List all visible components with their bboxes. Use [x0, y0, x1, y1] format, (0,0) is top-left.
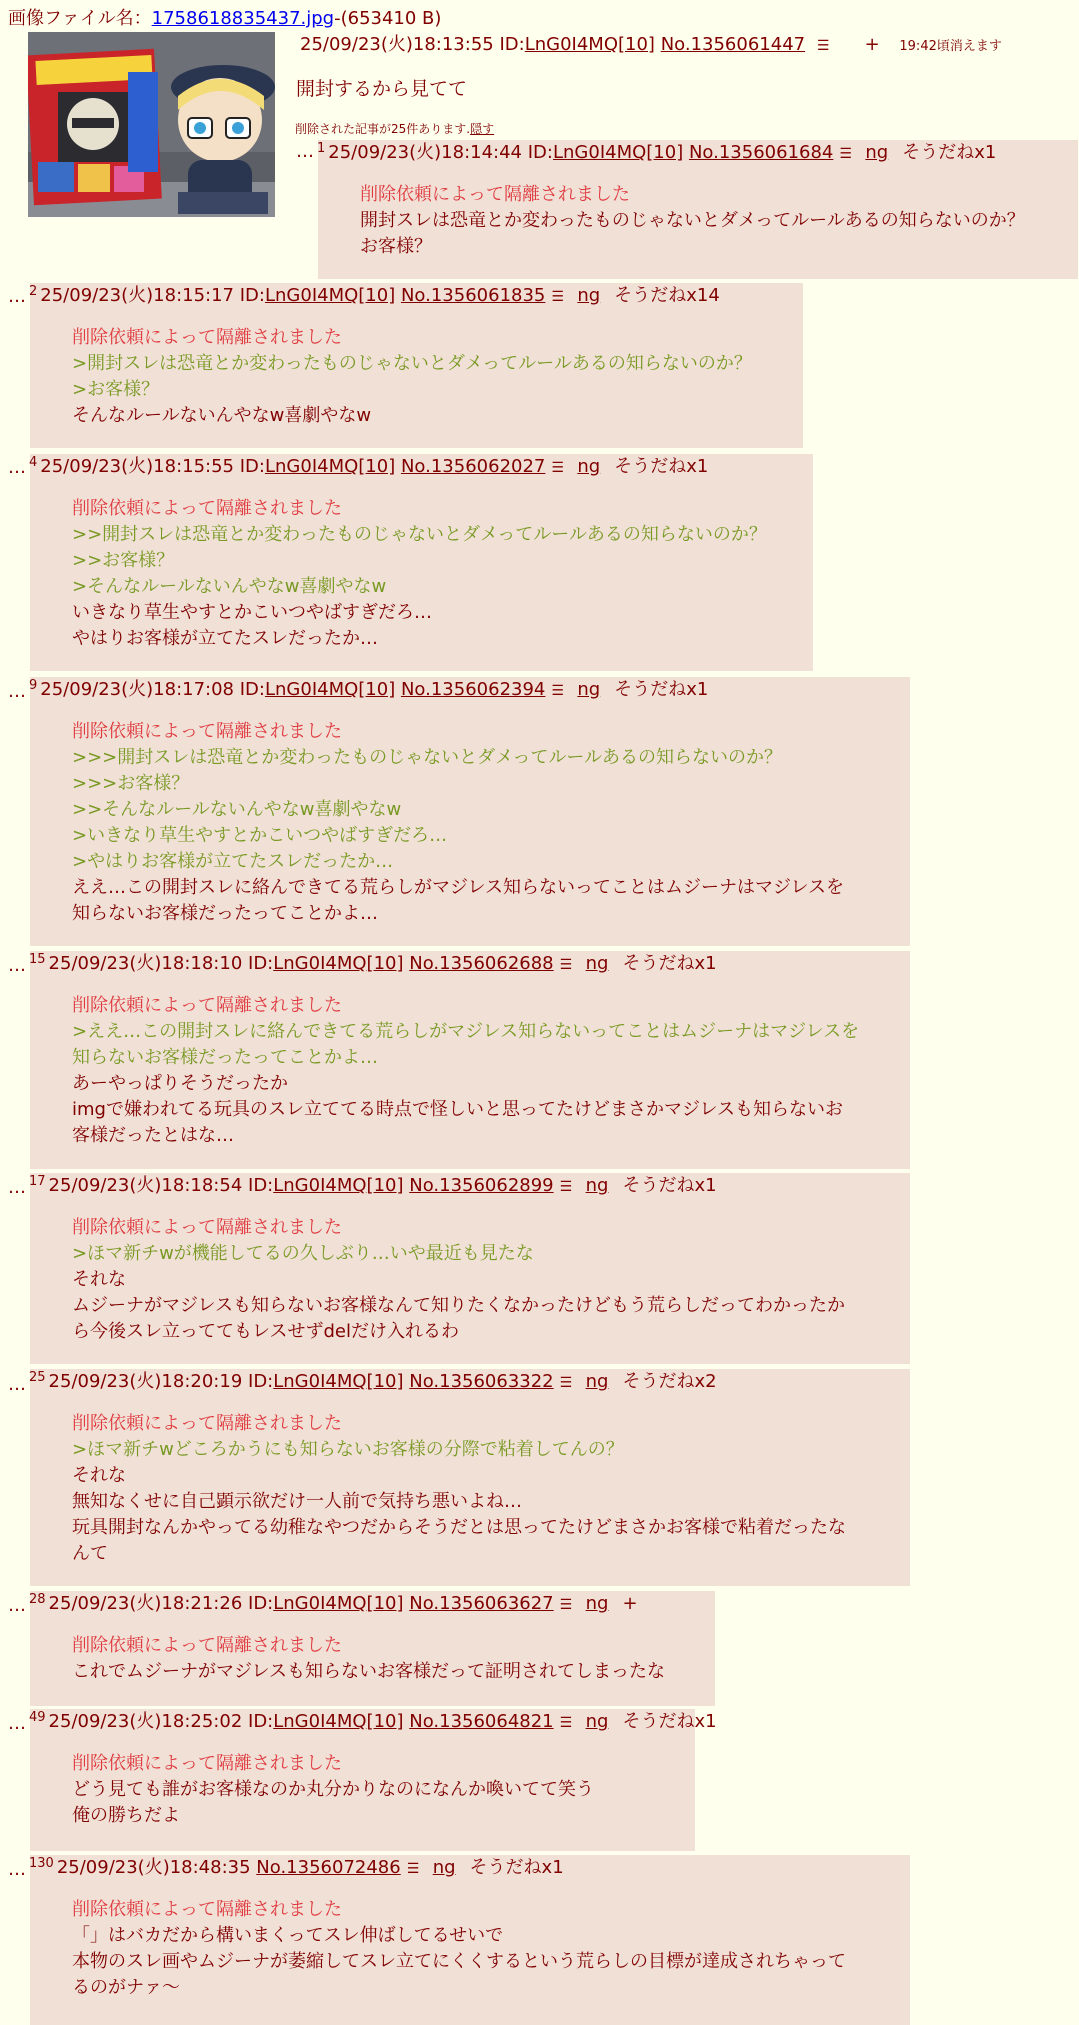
- reply-datetime: 25/09/23(火)18:48:35: [56, 1857, 251, 1878]
- reply-id-prefix: ID:: [248, 1175, 274, 1196]
- ng-link[interactable]: ng: [585, 1175, 609, 1196]
- reply-datetime: 25/09/23(火)18:20:19: [48, 1371, 243, 1392]
- reply-number: 17: [29, 1174, 46, 1189]
- text-line: これでムジーナがマジレスも知らないお客様だって証明されてしまったな: [72, 1661, 666, 1682]
- thumbnail-picture: [28, 32, 275, 217]
- reply-post: [30, 454, 813, 671]
- reply-header: [29, 283, 720, 310]
- reply-body: [72, 325, 752, 429]
- reply-id-link[interactable]: LnG0I4MQ[10]: [273, 1371, 404, 1392]
- reply-body: [72, 1411, 846, 1567]
- quote-line: >お客様？: [72, 379, 160, 400]
- op-body: 開封するから見てて: [296, 78, 468, 100]
- reply-id-link[interactable]: LnG0I4MQ[10]: [552, 142, 684, 163]
- reply-post: [30, 1369, 910, 1586]
- ng-link[interactable]: ng: [577, 285, 601, 306]
- text-line: いきなり草生やすとかこいつやばすぎだろ…: [72, 602, 432, 623]
- quote-line: >そんなルールないんやなw喜劇やなw: [72, 576, 387, 597]
- text-line: 「」はバカだから構いまくってスレ伸ばしてるせいで: [72, 1925, 504, 1946]
- ng-link[interactable]: ng: [865, 142, 889, 163]
- reply-id-prefix: ID:: [239, 285, 265, 306]
- isolated-notice: 削除依頼によって隔離されました: [72, 1413, 342, 1434]
- reply-id-link[interactable]: LnG0I4MQ[10]: [264, 456, 396, 477]
- reply-number: 15: [29, 952, 46, 967]
- op-id-prefix: ID:: [499, 34, 525, 55]
- reply-number: 130: [29, 1856, 54, 1871]
- reply-number: 4: [29, 455, 38, 470]
- menu-icon[interactable]: ☰: [559, 1715, 573, 1731]
- reply-body: [72, 993, 859, 1149]
- isolated-notice: 削除依頼によって隔離されました: [72, 1899, 342, 1920]
- reply-body: [72, 1633, 665, 1685]
- reply-id-link[interactable]: LnG0I4MQ[10]: [264, 679, 396, 700]
- text-line: それな: [72, 1465, 126, 1486]
- reply-body: [72, 719, 844, 927]
- op-plus-button[interactable]: +: [864, 34, 880, 55]
- ng-link[interactable]: ng: [585, 1711, 609, 1732]
- sodane-button[interactable]: そうだねx1: [622, 1175, 717, 1196]
- reply-collapse-dots[interactable]: …: [8, 457, 26, 478]
- reply-collapse-dots[interactable]: …: [8, 1374, 26, 1395]
- reply-collapse-dots[interactable]: …: [8, 1713, 26, 1734]
- reply-no-link[interactable]: No.1356072486: [256, 1857, 401, 1878]
- reply-no-link[interactable]: No.1356062394: [400, 679, 546, 700]
- reply-body: [360, 182, 1025, 260]
- reply-header: [317, 140, 996, 167]
- ng-link[interactable]: ng: [432, 1857, 456, 1878]
- reply-number: 9: [29, 678, 38, 693]
- menu-icon[interactable]: ☰: [839, 146, 852, 162]
- quote-line: >ほマ新チwが機能してるの久しぶり…いや最近も見たな: [72, 1243, 534, 1264]
- ng-link[interactable]: ng: [585, 953, 609, 974]
- reply-collapse-dots[interactable]: …: [8, 681, 26, 702]
- quote-line: >>そんなルールないんやなw喜劇やなw: [72, 799, 402, 820]
- quote-line: >>>お客様？: [72, 773, 190, 794]
- quote-line: >ほマ新チwどころかうにも知らないお客様の分際で粘着してんの？: [72, 1439, 624, 1460]
- sodane-button[interactable]: そうだねx14: [614, 285, 720, 306]
- isolated-notice: 削除依頼によって隔離されました: [72, 1217, 342, 1238]
- sodane-button[interactable]: そうだねx1: [622, 953, 717, 974]
- text-line: 玩具開封なんかやってる幼稚なやつだからそうだとは思ってたけどまさかお客様で粘着だったな: [72, 1517, 846, 1538]
- reply-number: 1: [317, 141, 326, 156]
- menu-icon[interactable]: ☰: [406, 1861, 420, 1877]
- reply-no-link[interactable]: No.1356062688: [409, 953, 554, 974]
- op-expire-text: 19:42頃消えます: [899, 39, 1002, 54]
- isolated-notice: 削除依頼によって隔離されました: [72, 498, 342, 519]
- quote-line: 知らないお客様だったってことかよ…: [72, 1047, 378, 1068]
- reply-collapse-dots[interactable]: …: [8, 955, 26, 976]
- sodane-button[interactable]: +: [622, 1593, 638, 1614]
- menu-icon[interactable]: ☰: [551, 460, 564, 476]
- reply-id-link[interactable]: LnG0I4MQ[10]: [273, 1593, 404, 1614]
- quote-line: >ええ…この開封スレに絡んできてる荒らしがマジレス知らないってことはムジーナはマジレスを: [72, 1021, 860, 1042]
- reply-collapse-dots[interactable]: …: [8, 1595, 26, 1616]
- text-line: んて: [72, 1543, 108, 1564]
- reply-body: [72, 496, 767, 652]
- reply-header: [29, 1591, 638, 1618]
- reply-number: 49: [29, 1710, 46, 1725]
- reply-collapse-dots[interactable]: …: [8, 1859, 26, 1880]
- isolated-notice: 削除依頼によって隔離されました: [72, 327, 342, 348]
- reply-header: [29, 1855, 564, 1882]
- text-line: それな: [72, 1269, 126, 1290]
- quote-line: >開封スレは恐竜とか変わったものじゃないとダメってルールあるの知らないのか？: [72, 353, 752, 374]
- reply-no-link[interactable]: No.1356061684: [688, 142, 834, 163]
- ng-link[interactable]: ng: [585, 1371, 609, 1392]
- deleted-posts-note: [295, 121, 494, 137]
- reply-id-prefix: ID:: [239, 679, 265, 700]
- reply-datetime: 25/09/23(火)18:17:08: [40, 679, 235, 700]
- text-line: お客様？: [360, 236, 432, 257]
- reply-post: [30, 1591, 715, 1706]
- isolated-notice: 削除依頼によって隔離されました: [360, 184, 630, 205]
- reply-post: [30, 1173, 910, 1364]
- reply-id-prefix: ID:: [248, 1711, 274, 1732]
- reply-no-link[interactable]: No.1356063322: [409, 1371, 554, 1392]
- file-label: 画像ファイル名：: [8, 8, 152, 29]
- menu-icon[interactable]: ☰: [551, 683, 564, 699]
- reply-no-link[interactable]: No.1356063627: [409, 1593, 554, 1614]
- reply-post: [30, 1855, 910, 2025]
- reply-datetime: 25/09/23(火)18:15:17: [40, 285, 235, 306]
- reply-post: [318, 140, 1078, 279]
- reply-id-link[interactable]: LnG0I4MQ[10]: [264, 285, 396, 306]
- reply-id-prefix: ID:: [527, 142, 553, 163]
- file-size: -(653410 B): [334, 8, 442, 29]
- quote-line: >いきなり草生やすとかこいつやばすぎだろ…: [72, 825, 448, 846]
- reply-header: [29, 454, 708, 481]
- menu-icon[interactable]: ☰: [559, 957, 573, 973]
- isolated-notice: 削除依頼によって隔離されました: [72, 1753, 342, 1774]
- reply-number: 25: [29, 1370, 46, 1385]
- reply-header: [29, 1173, 717, 1200]
- text-line: 知らないお客様だったってことかよ…: [72, 903, 378, 924]
- text-line: どう見ても誰がお客様なのか丸分かりなのになんか喚いてて笑う: [72, 1779, 594, 1800]
- text-line: あーやっぱりそうだったか: [72, 1073, 288, 1094]
- reply-id-prefix: ID:: [248, 1371, 274, 1392]
- text-line: るのがナァ〜: [72, 1977, 180, 1998]
- ng-link[interactable]: ng: [585, 1593, 609, 1614]
- op-datetime: 25/09/23(火)18:13:55: [300, 34, 494, 55]
- text-line: ら今後スレ立っててもレスせずdelだけ入れるわ: [72, 1321, 459, 1342]
- reply-id-link[interactable]: LnG0I4MQ[10]: [273, 953, 404, 974]
- reply-id-prefix: ID:: [248, 1593, 274, 1614]
- reply-datetime: 25/09/23(火)18:18:10: [48, 953, 243, 974]
- quote-line: >やはりお客様が立てたスレだったか…: [72, 851, 394, 872]
- quote-line: >>開封スレは恐竜とか変わったものじゃないとダメってルールあるの知らないのか？: [72, 524, 767, 545]
- reply-number: 28: [29, 1592, 46, 1607]
- op-id-link[interactable]: LnG0I4MQ[10]: [524, 34, 655, 55]
- reply-post: [30, 951, 910, 1169]
- sodane-button[interactable]: そうだねx1: [622, 1711, 717, 1732]
- text-line: imgで嫌われてる玩具のスレ立ててる時点で怪しいと思ってたけどまさかマジレスも知らないお: [72, 1099, 843, 1120]
- text-line: 本物のスレ画やムジーナが萎縮してスレ立てにくくするという荒らしの目標が達成されちゃって: [72, 1951, 846, 1972]
- quote-line: >>お客様？: [72, 550, 175, 571]
- menu-icon[interactable]: ☰: [559, 1597, 573, 1613]
- text-line: 無知なくせに自己顕示欲だけ一人前で気持ち悪いよね…: [72, 1491, 522, 1512]
- reply-header: [29, 677, 708, 704]
- reply-no-link[interactable]: No.1356062027: [400, 456, 546, 477]
- sodane-button[interactable]: そうだねx1: [614, 456, 709, 477]
- text-line: やはりお客様が立てたスレだったか…: [72, 628, 378, 649]
- isolated-notice: 削除依頼によって隔離されました: [72, 1635, 342, 1656]
- isolated-notice: 削除依頼によって隔離されました: [72, 995, 342, 1016]
- deleted-posts-text: 削除された記事が25件あります.: [295, 122, 471, 136]
- reply-collapse-dots[interactable]: …: [8, 1177, 26, 1198]
- ng-link[interactable]: ng: [577, 679, 601, 700]
- reply-id-prefix: ID:: [248, 953, 274, 974]
- reply-datetime: 25/09/23(火)18:18:54: [48, 1175, 243, 1196]
- reply-header: [29, 951, 717, 978]
- text-line: 開封スレは恐竜とか変わったものじゃないとダメってルールあるの知らないのか？: [360, 210, 1025, 231]
- reply-collapse-dots[interactable]: …: [8, 286, 26, 307]
- reply-datetime: 25/09/23(火)18:21:26: [48, 1593, 243, 1614]
- sodane-button[interactable]: そうだねx2: [622, 1371, 717, 1392]
- reply-id-link[interactable]: LnG0I4MQ[10]: [273, 1175, 404, 1196]
- text-line: 俺の勝ちだよ: [72, 1805, 180, 1826]
- reply-number: 2: [29, 284, 38, 299]
- reply-header: [29, 1369, 717, 1396]
- reply-post: [30, 677, 910, 946]
- reply-body: [72, 1215, 845, 1345]
- file-info: [8, 6, 441, 32]
- menu-icon[interactable]: ☰: [559, 1179, 573, 1195]
- thread-image-thumbnail[interactable]: [28, 32, 275, 217]
- op-no-link[interactable]: No.1356061447: [660, 34, 806, 55]
- reply-datetime: 25/09/23(火)18:25:02: [48, 1711, 243, 1732]
- text-line: そんなルールないんやなw喜劇やなw: [72, 405, 372, 426]
- ng-link[interactable]: ng: [577, 456, 601, 477]
- menu-icon[interactable]: ☰: [551, 289, 564, 305]
- hide-deleted-link[interactable]: 隠す: [470, 122, 495, 136]
- reply-body: [72, 1897, 846, 2001]
- op-header: [300, 32, 1002, 60]
- text-line: 客様だったとはな…: [72, 1125, 234, 1146]
- sodane-button[interactable]: そうだねx1: [902, 142, 997, 163]
- text-line: ええ…この開封スレに絡んできてる荒らしがマジレス知らないってことはムジーナはマジレスを: [72, 877, 845, 898]
- menu-icon[interactable]: ☰: [559, 1375, 573, 1391]
- menu-icon[interactable]: ☰: [816, 38, 830, 54]
- sodane-button[interactable]: そうだねx1: [469, 1857, 564, 1878]
- reply-no-link[interactable]: No.1356061835: [400, 285, 546, 306]
- reply-id-prefix: ID:: [239, 456, 265, 477]
- reply-datetime: 25/09/23(火)18:14:44: [328, 142, 523, 163]
- reply-no-link[interactable]: No.1356062899: [409, 1175, 554, 1196]
- reply-post: [29, 1709, 717, 1851]
- reply-body: [72, 1751, 594, 1829]
- file-name-link[interactable]: 1758618835437.jpg: [151, 8, 335, 29]
- reply-header: [29, 1709, 717, 1736]
- quote-line: >>>開封スレは恐竜とか変わったものじゃないとダメってルールあるの知らないのか？: [72, 747, 782, 768]
- text-line: ムジーナがマジレスも知らないお客様なんて知りたくなかったけどもう荒らしだってわかったか: [72, 1295, 846, 1316]
- reply-post: [30, 283, 803, 448]
- reply-collapse-dots[interactable]: …: [296, 141, 314, 162]
- reply-no-link[interactable]: No.1356064821: [409, 1711, 554, 1732]
- sodane-button[interactable]: そうだねx1: [614, 679, 709, 700]
- reply-datetime: 25/09/23(火)18:15:55: [40, 456, 235, 477]
- isolated-notice: 削除依頼によって隔離されました: [72, 721, 342, 742]
- reply-id-link[interactable]: LnG0I4MQ[10]: [273, 1711, 404, 1732]
